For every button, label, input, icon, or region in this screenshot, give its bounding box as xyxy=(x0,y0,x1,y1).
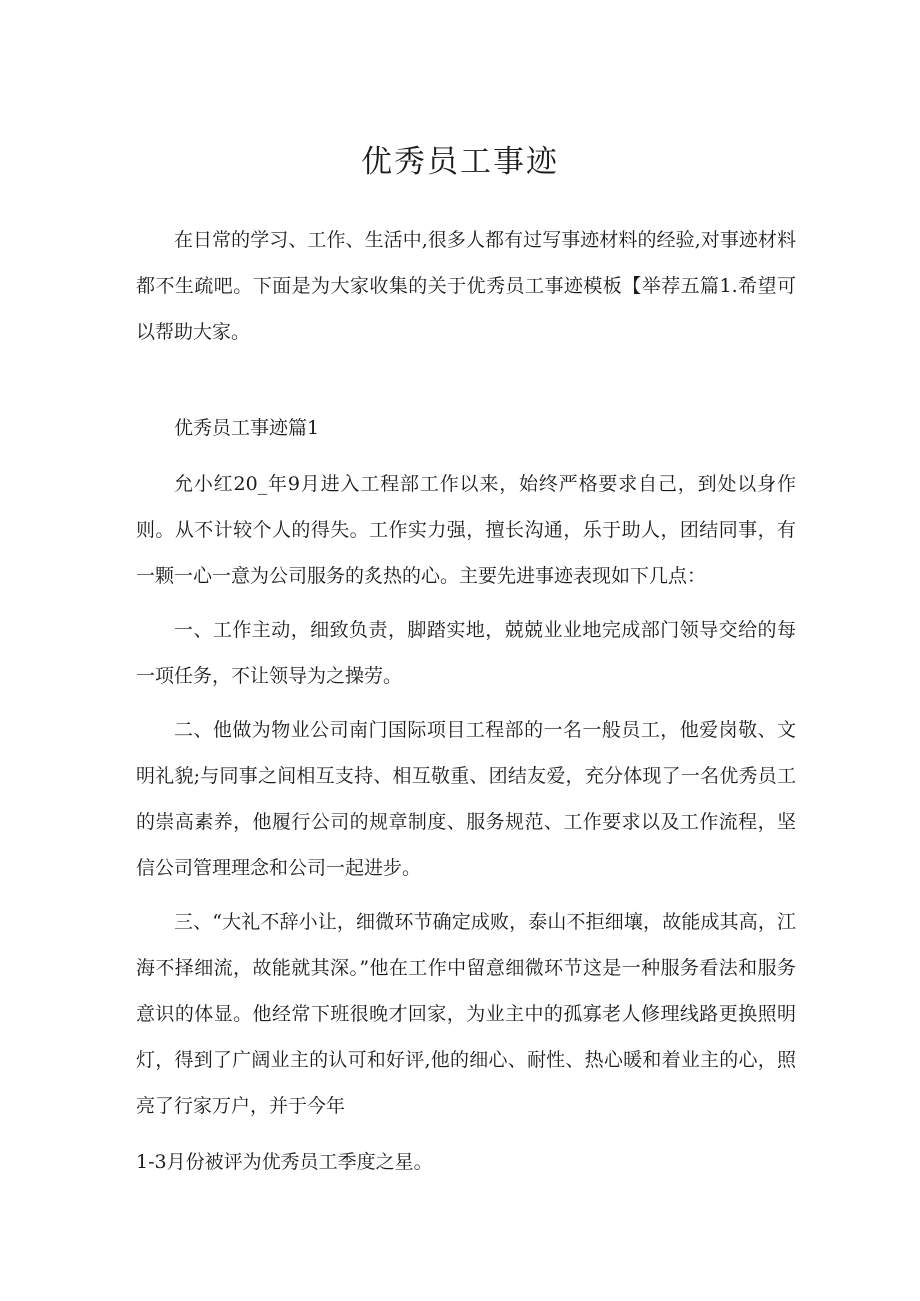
body-paragraph-2: 一、工作主动，细致负责，脚踏实地，兢兢业业地完成部门领导交给的每一项任务，不让领导为之操劳。 xyxy=(136,619,796,687)
body-paragraph-4: 三、“大礼不辞小让，细微环节确定成败，泰山不拒细壤，故能成其高，江海不择细流，故能就其深。”他在工作中留意细微环节这是一种服务看法和服务意识的体显。他经常下班很晚才回家，为业主中的孤寡老人修理线路更换照明灯，得到了广阔业主的认可和好评,他的细心、耐性、热心暖和着业主的心，照亮了行家万户，并于今年 xyxy=(136,911,796,1117)
body-paragraph-1: 允小红20_年9月进入工程部工作以来，始终严格要求自己，到处以身作则。从不计较个人的得失。工作实力强，擅长沟通，乐于助人，团结同事，有一颗一心一意为公司服务的炙热的心。主要先进事迹表现如下几点： xyxy=(136,473,796,587)
section-heading: 优秀员工事迹篇1 xyxy=(174,417,320,439)
intro-block xyxy=(136,217,796,355)
tail-line: 1-3月份被评为优秀员工季度之星。 xyxy=(136,1151,433,1173)
intro-paragraph: 在日常的学习、工作、生活中,很多人都有过写事迹材料的经验,对事迹材料都不生疏吧。下面是为大家收集的关于优秀员工事迹模板【举荐五篇1.希望可以帮助大家。 xyxy=(136,229,796,343)
article-body xyxy=(136,405,796,1185)
body-paragraph-3: 二、他做为物业公司南门国际项目工程部的一名一般员工，他爱岗敬、文明礼貌;与同事之间相互支持、相互敬重、团结友爱，充分体现了一名优秀员工的崇高素养，他履行公司的规章制度、服务规范、工作要求以及工作流程，坚信公司管理理念和公司一起进步。 xyxy=(136,719,796,879)
document-title: 优秀员工事迹 xyxy=(361,144,559,180)
